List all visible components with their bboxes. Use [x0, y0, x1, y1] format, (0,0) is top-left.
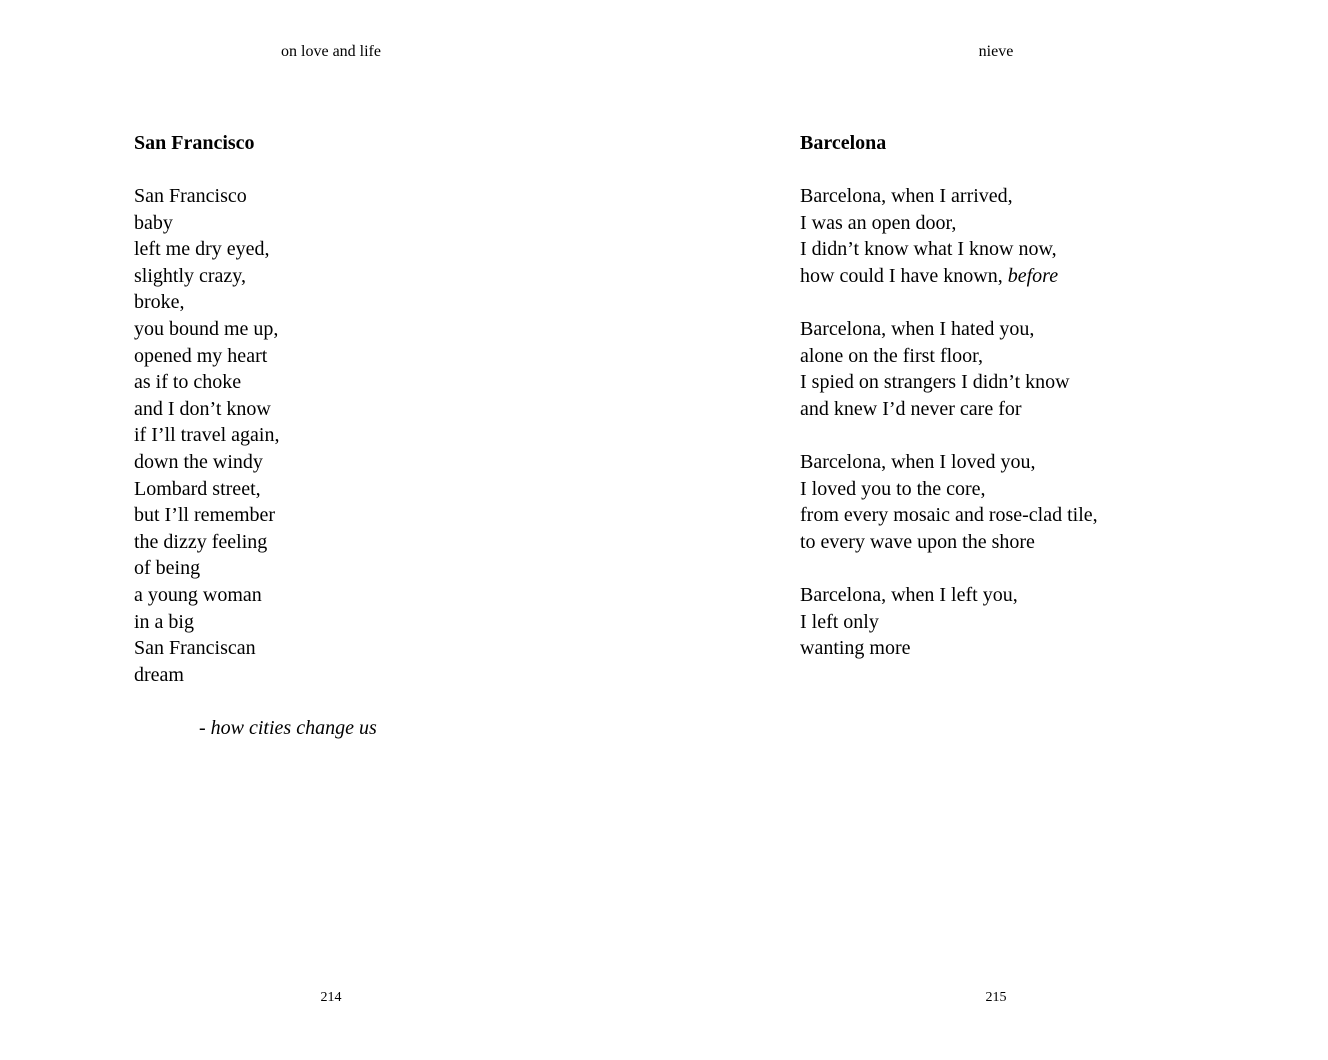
poem-line: of being: [134, 557, 201, 580]
poem-line: Lombard street,: [134, 477, 261, 500]
poem-line: opened my heart: [134, 344, 268, 367]
poem-line: from every mosaic and rose-clad tile,: [800, 504, 1098, 527]
poem-line: alone on the first floor,: [800, 344, 984, 367]
poem-line: left me dry eyed,: [134, 238, 270, 261]
poem-line: I spied on strangers I didn’t know: [800, 371, 1070, 394]
poem-line: but I’ll remember: [134, 504, 276, 527]
poem-line-text: how could I have known,: [800, 264, 1008, 287]
page-number-left: 214: [320, 990, 342, 1005]
poem-body-san-francisco: [134, 183, 280, 688]
stanza-break: [800, 422, 1098, 449]
poem-line: you bound me up,: [134, 317, 279, 340]
poem-line: to every wave upon the shore: [800, 530, 1035, 553]
poem-line: down the windy: [134, 450, 263, 473]
running-head-left: on love and life: [281, 43, 381, 60]
poem-line: the dizzy feeling: [134, 530, 268, 553]
poem-line: I loved you to the core,: [800, 477, 986, 500]
emphasized-word: before: [1007, 264, 1059, 287]
poem-line: I left only: [800, 610, 879, 633]
poem-line: and I don’t know: [134, 397, 271, 420]
poem-line: Barcelona, when I arrived,: [800, 185, 1013, 207]
poem-line: [800, 263, 1098, 290]
poem-attribution: - how cities change us: [199, 717, 377, 739]
poem-line: baby: [134, 211, 173, 234]
right-page: [664, 0, 1328, 1060]
poem-line: San Francisco: [134, 185, 247, 207]
poem-title-san-francisco: San Francisco: [134, 132, 255, 154]
poem-line: I didn’t know what I know now,: [800, 238, 1057, 261]
poem-body-barcelona: [800, 183, 1098, 662]
poem-line: and knew I’d never care for: [800, 397, 1022, 420]
stanza-break: [800, 555, 1098, 582]
poem-line: Barcelona, when I left you,: [800, 583, 1018, 606]
poem-title-barcelona: Barcelona: [800, 132, 887, 154]
poem-line: a young woman: [134, 583, 262, 606]
poem-line: broke,: [134, 291, 185, 314]
poem-line: wanting more: [800, 637, 911, 660]
poem-line: in a big: [134, 610, 194, 633]
poem-line: dream: [134, 663, 184, 686]
running-head-right: nieve: [978, 43, 1014, 60]
poem-line: Barcelona, when I hated you,: [800, 317, 1035, 340]
page-number-right: 215: [985, 990, 1007, 1005]
poem-line: if I’ll travel again,: [134, 424, 280, 447]
poem-line: I was an open door,: [800, 211, 957, 234]
stanza-break: [800, 289, 1098, 316]
poem-line: Barcelona, when I loved you,: [800, 450, 1036, 473]
poem-line: as if to choke: [134, 371, 242, 394]
poem-line: slightly crazy,: [134, 264, 247, 287]
poem-line: San Franciscan: [134, 637, 256, 660]
